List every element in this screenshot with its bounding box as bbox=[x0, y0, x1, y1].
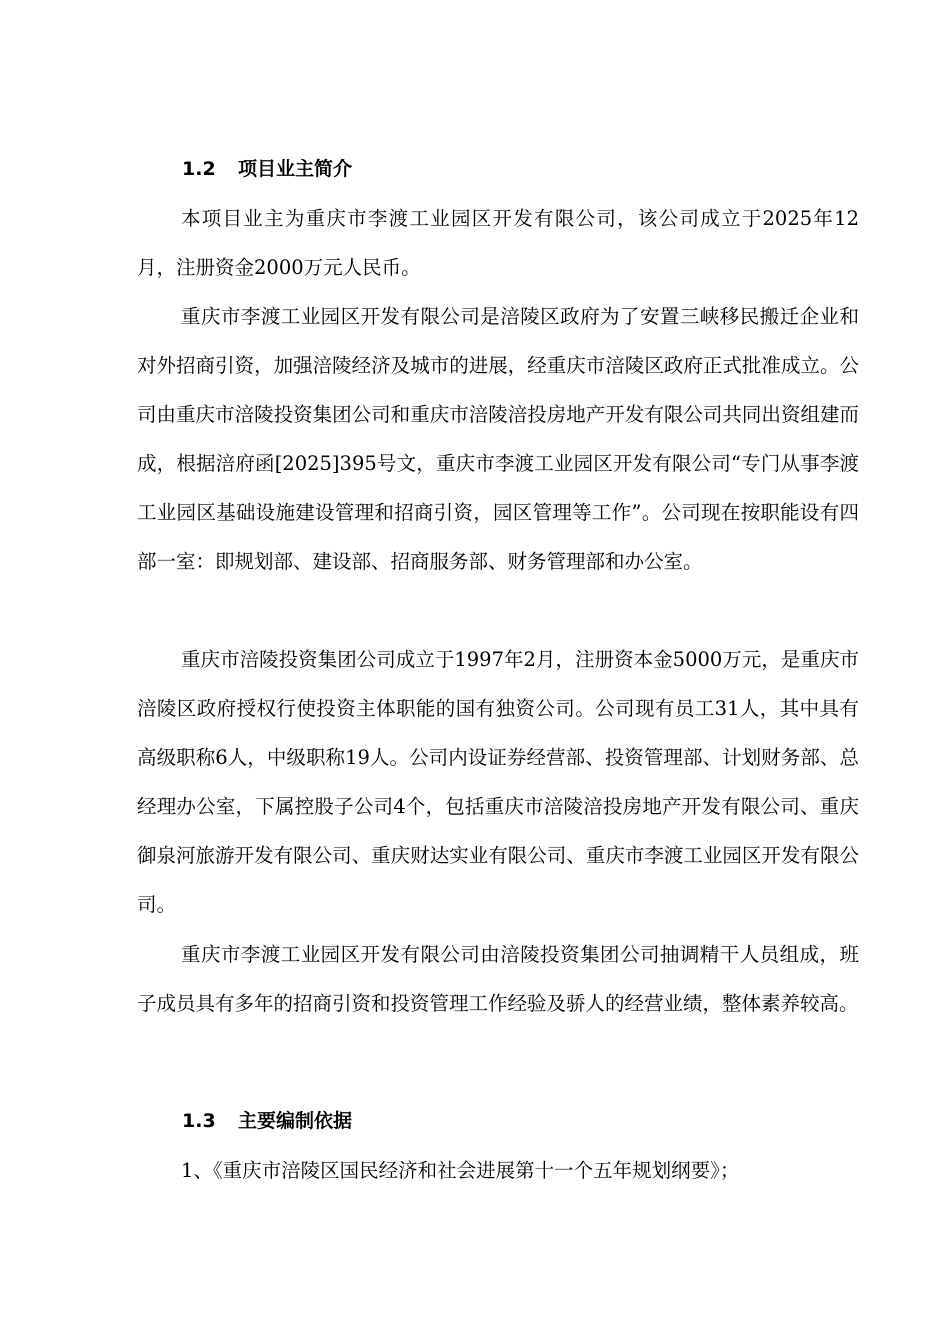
section-heading-1-3 bbox=[182, 1107, 352, 1135]
paragraph-owner-intro: 本项目业主为重庆市李渡工业园区开发有限公司，该公司成立于2025年12月，注册资金2000万元人民币。 bbox=[137, 207, 859, 279]
paragraph-company-background: 重庆市李渡工业园区开发有限公司是涪陵区政府为了安置三峡移民搬迁企业和对外招商引资，加强涪陵经济及城市的进展，经重庆市涪陵区政府正式批准成立。公司由重庆市涪陵投资集团公司和重庆市涪陵涪投房地产开发有限公司共同出资组建而成，根据涪府函[2025]395号文，重庆市李渡工业园区开发有限公司“专门从事李渡工业园区基础设施建设管理和招商引资，园区管理等工作”。公司现在按职能设有四部一室：即规划部、建设部、招商服务部、财务管理部和办公室。 bbox=[137, 305, 859, 573]
section-title: 项目业主简介 bbox=[238, 158, 353, 180]
paragraph-team: 重庆市李渡工业园区开发有限公司由涪陵投资集团公司抽调精干人员组成，班子成员具有多年的招商引资和投资管理工作经验及骄人的经营业绩，整体素养较高。 bbox=[137, 943, 859, 1015]
section-title: 主要编制依据 bbox=[238, 1110, 353, 1132]
section-number: 1.3 bbox=[182, 1110, 216, 1132]
paragraph-investment-group: 重庆市涪陵投资集团公司成立于1997年2月，注册资本金5000万元，是重庆市涪陵区政府授权行使投资主体职能的国有独资公司。公司现有员工31人，其中具有高级职称6人，中级职称19人。公司内设证券经营部、投资管理部、计划财务部、总经理办公室，下属控股子公司4个，包括重庆市涪陵涪投房地产开发有限公司、重庆御泉河旅游开发有限公司、重庆财达实业有限公司、重庆市李渡工业园区开发有限公司。 bbox=[137, 648, 859, 916]
basis-list-item: 1、《重庆市涪陵区国民经济和社会进展第十一个五年规划纲要》； bbox=[181, 1159, 740, 1182]
section-number: 1.2 bbox=[182, 158, 216, 180]
section-heading-1-2 bbox=[182, 155, 352, 183]
